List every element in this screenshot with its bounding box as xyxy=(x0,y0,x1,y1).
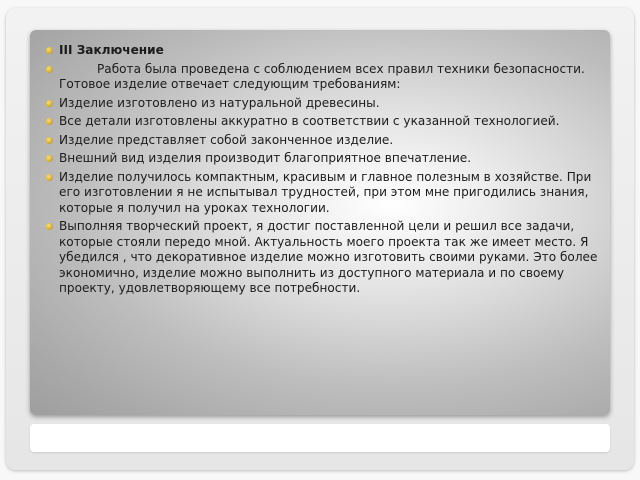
list-item xyxy=(46,114,606,130)
bullet-icon xyxy=(46,47,53,54)
bullet-icon xyxy=(46,223,53,230)
list-item-text: Выполняя творческий проект, я достиг поставленной цели и решил все задачи, которые стояли передо мной. Актуальность моего проекта так же имеет место. Я убедился , что декоративное изделие можно изготовить своими руками. Это более экономично, изделие можно выполнить из доступного материала и по своему проекту, удовлетворяющему все потребности. xyxy=(59,219,598,295)
slide-heading: III Заключение xyxy=(59,43,164,57)
bullet-icon xyxy=(46,66,53,73)
intro-item xyxy=(46,62,606,93)
intro-subtext: Готовое изделие отвечает следующим требованиям: xyxy=(59,77,401,91)
list-item xyxy=(46,219,606,297)
list-item-text: Изделие представляет собой законченное изделие. xyxy=(59,132,394,147)
bullet-icon xyxy=(46,174,53,181)
list-item-text: Изделие изготовлено из натуральной древесины. xyxy=(59,95,380,110)
footer-bar xyxy=(30,424,610,452)
intro-text: Работа была проведена с соблюдением всех правил техники безопасности. xyxy=(97,61,585,76)
bullet-icon xyxy=(46,155,53,162)
list-item xyxy=(46,170,606,217)
list-item-text: Изделие получилось компактным, красивым и главное полезным в хозяйстве. При его изготовлении я не испытывал трудностей, при этом мне пригодились знания, которые я получил на уроках технологии. xyxy=(59,169,592,215)
list-item xyxy=(46,133,606,149)
text-block xyxy=(46,43,606,300)
bullet-icon xyxy=(46,100,53,107)
list-item-text: Внешний вид изделия производит благоприятное впечатление. xyxy=(59,151,472,165)
bullet-icon xyxy=(46,137,53,144)
list-item xyxy=(46,151,606,167)
heading-item xyxy=(46,43,606,59)
list-item xyxy=(46,96,606,112)
bullet-icon xyxy=(46,118,53,125)
list-item-text: Все детали изготовлены аккуратно в соответствии с указанной технологией. xyxy=(59,114,560,128)
